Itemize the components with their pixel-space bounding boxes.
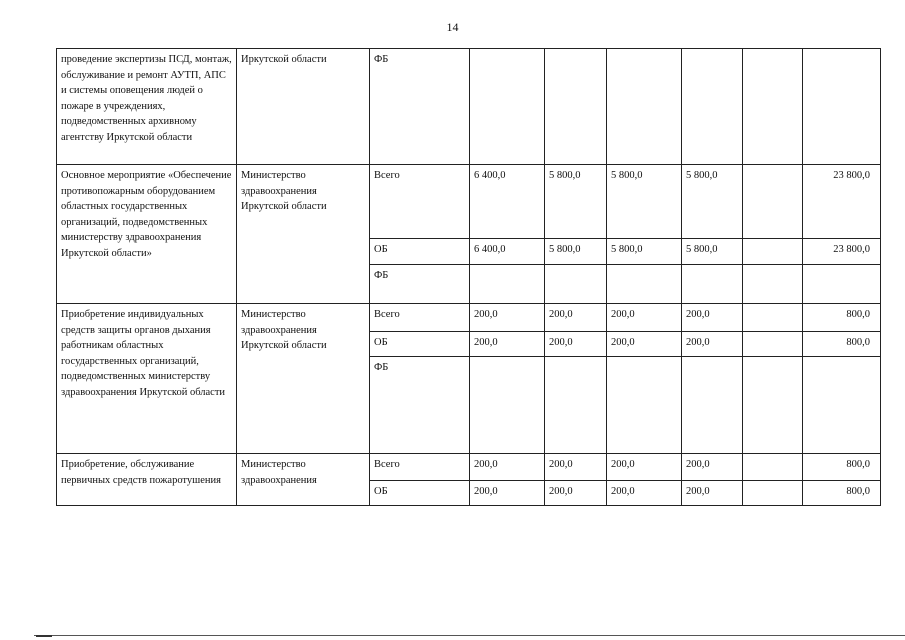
year5-cell: [743, 165, 803, 239]
table-row: [57, 304, 881, 332]
source-cell: Всего: [370, 304, 470, 332]
year4-cell: [682, 265, 743, 304]
source-cell: ОБ: [370, 332, 470, 357]
year3-cell: [607, 265, 682, 304]
year2-cell: 200,0: [545, 304, 607, 332]
year3-cell: 5 800,0: [607, 165, 682, 239]
source-cell: ФБ: [370, 49, 470, 165]
year4-cell: 200,0: [682, 481, 743, 506]
page-number: 14: [446, 20, 459, 34]
source-cell: ОБ: [370, 239, 470, 265]
total-cell: 800,0: [803, 481, 881, 506]
table-row: [57, 49, 881, 165]
year3-cell: 200,0: [607, 454, 682, 481]
total-cell: 800,0: [803, 454, 881, 481]
year5-cell: [743, 49, 803, 165]
year3-cell: [607, 357, 682, 454]
year1-cell: [470, 49, 545, 165]
total-cell: 800,0: [803, 304, 881, 332]
year5-cell: [743, 357, 803, 454]
year3-cell: 200,0: [607, 481, 682, 506]
responsible-agency-cell: Министерство здравоохранения Иркутской области: [237, 165, 370, 304]
responsible-agency-cell: Иркутской области: [237, 49, 370, 165]
scan-edge-mark: [36, 635, 52, 637]
year4-cell: 5 800,0: [682, 165, 743, 239]
funding-table: [56, 48, 881, 506]
source-cell: Всего: [370, 454, 470, 481]
source-cell: Всего: [370, 165, 470, 239]
year1-cell: 200,0: [470, 454, 545, 481]
year2-cell: 200,0: [545, 332, 607, 357]
year4-cell: [682, 49, 743, 165]
total-cell: 23 800,0: [803, 239, 881, 265]
activity-description-cell: Приобретение, обслуживание первичных средств пожаротушения: [57, 454, 237, 506]
year4-cell: 5 800,0: [682, 239, 743, 265]
year2-cell: 200,0: [545, 481, 607, 506]
source-cell: ОБ: [370, 481, 470, 506]
year1-cell: 200,0: [470, 481, 545, 506]
year1-cell: [470, 357, 545, 454]
year5-cell: [743, 304, 803, 332]
year4-cell: 200,0: [682, 332, 743, 357]
total-cell: 23 800,0: [803, 165, 881, 239]
year1-cell: 200,0: [470, 304, 545, 332]
responsible-agency-cell: Министерство здравоохранения: [237, 454, 370, 506]
year5-cell: [743, 265, 803, 304]
year3-cell: 200,0: [607, 332, 682, 357]
year4-cell: 200,0: [682, 304, 743, 332]
year3-cell: 5 800,0: [607, 239, 682, 265]
total-cell: [803, 265, 881, 304]
year1-cell: [470, 265, 545, 304]
year2-cell: [545, 265, 607, 304]
responsible-agency-cell: Министерство здравоохранения Иркутской области: [237, 304, 370, 454]
activity-description-cell: проведение экспертизы ПСД, монтаж, обслуживание и ремонт АУТП, АПС и системы оповещения людей о пожаре в учреждениях, подведомственных архивному агентству Иркутской области: [57, 49, 237, 165]
table-row: [57, 165, 881, 239]
table-row: [57, 454, 881, 481]
year1-cell: 200,0: [470, 332, 545, 357]
year2-cell: 5 800,0: [545, 165, 607, 239]
year1-cell: 6 400,0: [470, 239, 545, 265]
year1-cell: 6 400,0: [470, 165, 545, 239]
year3-cell: 200,0: [607, 304, 682, 332]
year2-cell: [545, 357, 607, 454]
activity-description-cell: Основное мероприятие «Обеспечение противопожарным оборудованием областных государственных организаций, подведомственных министерству здравоохранения Иркутской области»: [57, 165, 237, 304]
year5-cell: [743, 481, 803, 506]
source-cell: ФБ: [370, 265, 470, 304]
source-cell: ФБ: [370, 357, 470, 454]
year2-cell: 200,0: [545, 454, 607, 481]
total-cell: 800,0: [803, 332, 881, 357]
year2-cell: [545, 49, 607, 165]
scan-edge-line: [34, 635, 905, 636]
year3-cell: [607, 49, 682, 165]
activity-description-cell: Приобретение индивидуальных средств защиты органов дыхания работникам областных государственных организаций, подведомственных министерству здравоохранения Иркутской области: [57, 304, 237, 454]
year5-cell: [743, 332, 803, 357]
year4-cell: [682, 357, 743, 454]
total-cell: [803, 49, 881, 165]
year4-cell: 200,0: [682, 454, 743, 481]
total-cell: [803, 357, 881, 454]
year2-cell: 5 800,0: [545, 239, 607, 265]
year5-cell: [743, 454, 803, 481]
year5-cell: [743, 239, 803, 265]
